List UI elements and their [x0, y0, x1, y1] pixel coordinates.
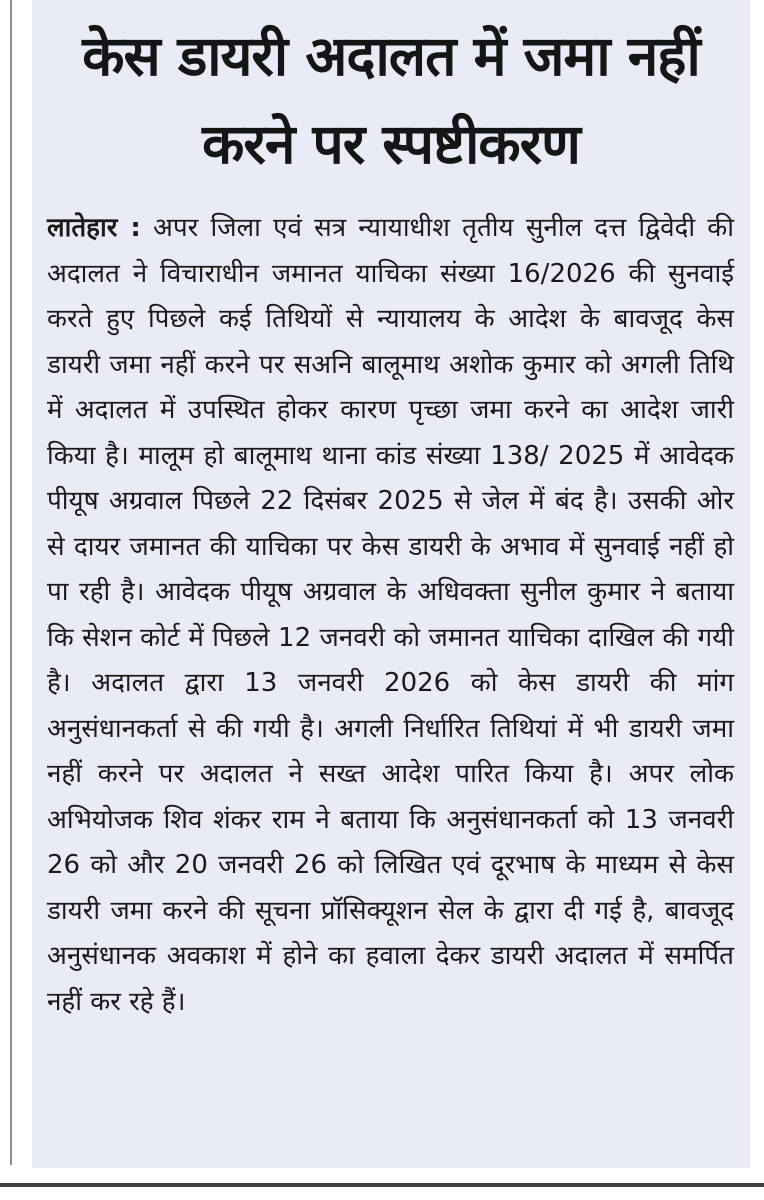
left-column-rule — [10, 0, 12, 1165]
article-body — [47, 206, 734, 1025]
article-text: अपर जिला एवं सत्र न्यायाधीश तृतीय सुनील दत्त द्विवेदी की अदालत ने विचाराधीन जमानत याचिका संख्या 16/2026 की सुनवाई करते हुए पिछले कई तिथियों से न्यायालय के आदेश के बावजूद केस डायरी जमा नहीं करने पर सअनि बालूमाथ अशोक कुमार को अगली तिथि में अदालत में उपस्थित होकर कारण पृच्छा जमा करने का आदेश जारी किया है। मालूम हो बालूमाथ थाना कांड संख्या 138/ 2025 में आवेदक पीयूष अग्रवाल पिछले 22 दिसंबर 2025 से जेल में बंद है। उसकी ओर से दायर जमानत की याचिका पर केस डायरी के अभाव में सुनवाई नहीं हो पा रही है। आवेदक पीयूष अग्रवाल के अधिवक्ता सुनील कुमार ने बताया कि सेशन कोर्ट में पिछले 12 जनवरी को जमानत याचिका दाखिल की गयी है। अदालत द्वारा 13 जनवरी 2026 को केस डायरी की मांग अनुसंधानकर्ता से की गयी है। अगली निर्धारित तिथियां में भी डायरी जमा नहीं करने पर अदालत ने सख्त आदेश पारित किया है। अपर लोक अभियोजक शिव शंकर राम ने बताया कि अनुसंधानकर्ता को 13 जनवरी 26 को और 20 जनवरी 26 को लिखित एवं दूरभाष के माध्यम से केस डायरी जमा करने की सूचना प्रॉसिक्यूशन सेल के द्वारा दी गई है, बावजूद अनुसंधानक अवकाश में होने का हवाला देकर डायरी अदालत में समर्पित नहीं कर रहे हैं। — [47, 213, 735, 1017]
bottom-rule — [0, 1183, 764, 1187]
article-dateline: लातेहार : — [47, 213, 141, 243]
newspaper-clipping — [32, 0, 750, 1168]
article-headline: केस डायरी अदालत में जमा नहीं करने पर स्पष्टीकरण — [82, 24, 700, 176]
